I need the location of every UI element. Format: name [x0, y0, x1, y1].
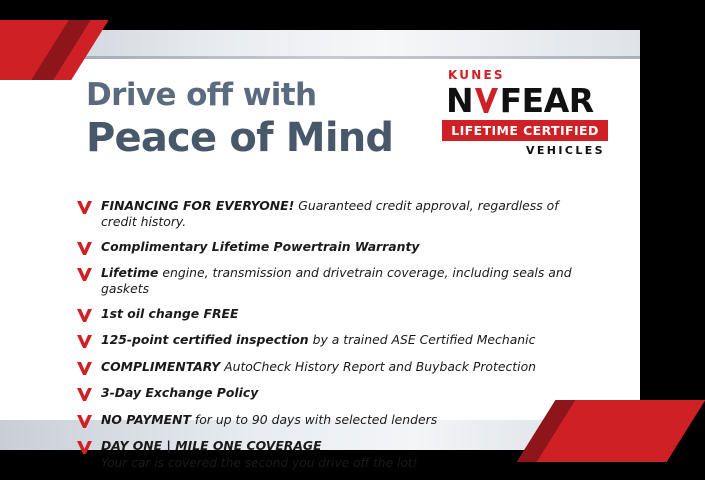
list-item-rest: AutoCheck History Report and Buyback Protection: [220, 358, 537, 374]
logo-brand-kunes: KUNES: [448, 68, 505, 82]
list-item-subtext: Your car is covered the second you drive off the lot!: [101, 455, 418, 470]
list-item-bold: Complimentary Lifetime Powertrain Warranty: [101, 238, 420, 254]
list-item-bold: Lifetime: [101, 265, 159, 280]
list-item-rest: engine, transmission and drivetrain coverage, including seals and gaskets: [101, 265, 572, 296]
list-item: [76, 239, 586, 256]
list-item-bold: 3-Day Exchange Policy: [101, 385, 259, 400]
list-item: [76, 385, 586, 402]
list-item: [76, 198, 586, 229]
check-mark-icon: [473, 85, 499, 115]
list-item-bold: FINANCING FOR EVERYONE!: [101, 198, 295, 213]
list-item-bold: NO PAYMENT: [101, 411, 191, 427]
check-mark-icon: [76, 266, 93, 282]
list-item-text: [101, 239, 419, 255]
check-mark-icon: [76, 439, 93, 455]
headline-line-1: Drive off with: [86, 77, 317, 113]
logo-ribbon-lifetime-certified: LIFETIME CERTIFIED: [442, 120, 608, 141]
top-divider-line: [0, 56, 640, 59]
check-mark-icon: [76, 386, 93, 402]
benefits-list: [76, 198, 586, 480]
list-item-bold: 1st oil change FREE: [101, 305, 239, 321]
list-item: [76, 359, 586, 376]
no-fear-logo: [442, 68, 608, 157]
list-item-text: [101, 385, 258, 401]
check-mark-icon: [76, 240, 93, 256]
list-item-text: [101, 332, 535, 348]
ad-card: [0, 30, 640, 470]
logo-word-fear: FEAR: [499, 80, 594, 120]
check-mark-icon: [76, 199, 93, 215]
list-item-bold: COMPLIMENTARY: [101, 358, 221, 374]
list-item-text: [101, 412, 437, 428]
list-item-bold: DAY ONE | MILE ONE COVERAGE: [101, 438, 322, 453]
logo-wordmark: [446, 80, 608, 120]
list-item-rest: for up to 90 days with selected lenders: [190, 411, 438, 427]
list-item-text: [101, 198, 586, 229]
list-item-text: [101, 359, 536, 375]
check-mark-icon: [76, 333, 93, 349]
check-mark-icon: [76, 413, 93, 429]
list-item: [76, 412, 586, 429]
check-mark-icon: [76, 360, 93, 376]
logo-word-vehicles: VEHICLES: [525, 144, 605, 157]
list-item: [76, 438, 586, 471]
list-item: [76, 265, 586, 296]
list-item-text: [101, 438, 418, 471]
list-item: [76, 332, 586, 349]
list-item-text: [101, 265, 586, 296]
logo-letter-n: N: [446, 80, 473, 120]
check-mark-icon: [76, 307, 93, 323]
list-item-rest: Guaranteed credit approval, regardless of credit history.: [101, 198, 559, 229]
list-item-bold: 125-point certified inspection: [101, 332, 309, 347]
list-item-rest: by a trained ASE Certified Mechanic: [308, 332, 536, 347]
list-item-text: [101, 306, 238, 322]
headline: [86, 77, 394, 161]
list-item: [76, 306, 586, 323]
headline-line-2: Peace of Mind: [86, 115, 394, 161]
